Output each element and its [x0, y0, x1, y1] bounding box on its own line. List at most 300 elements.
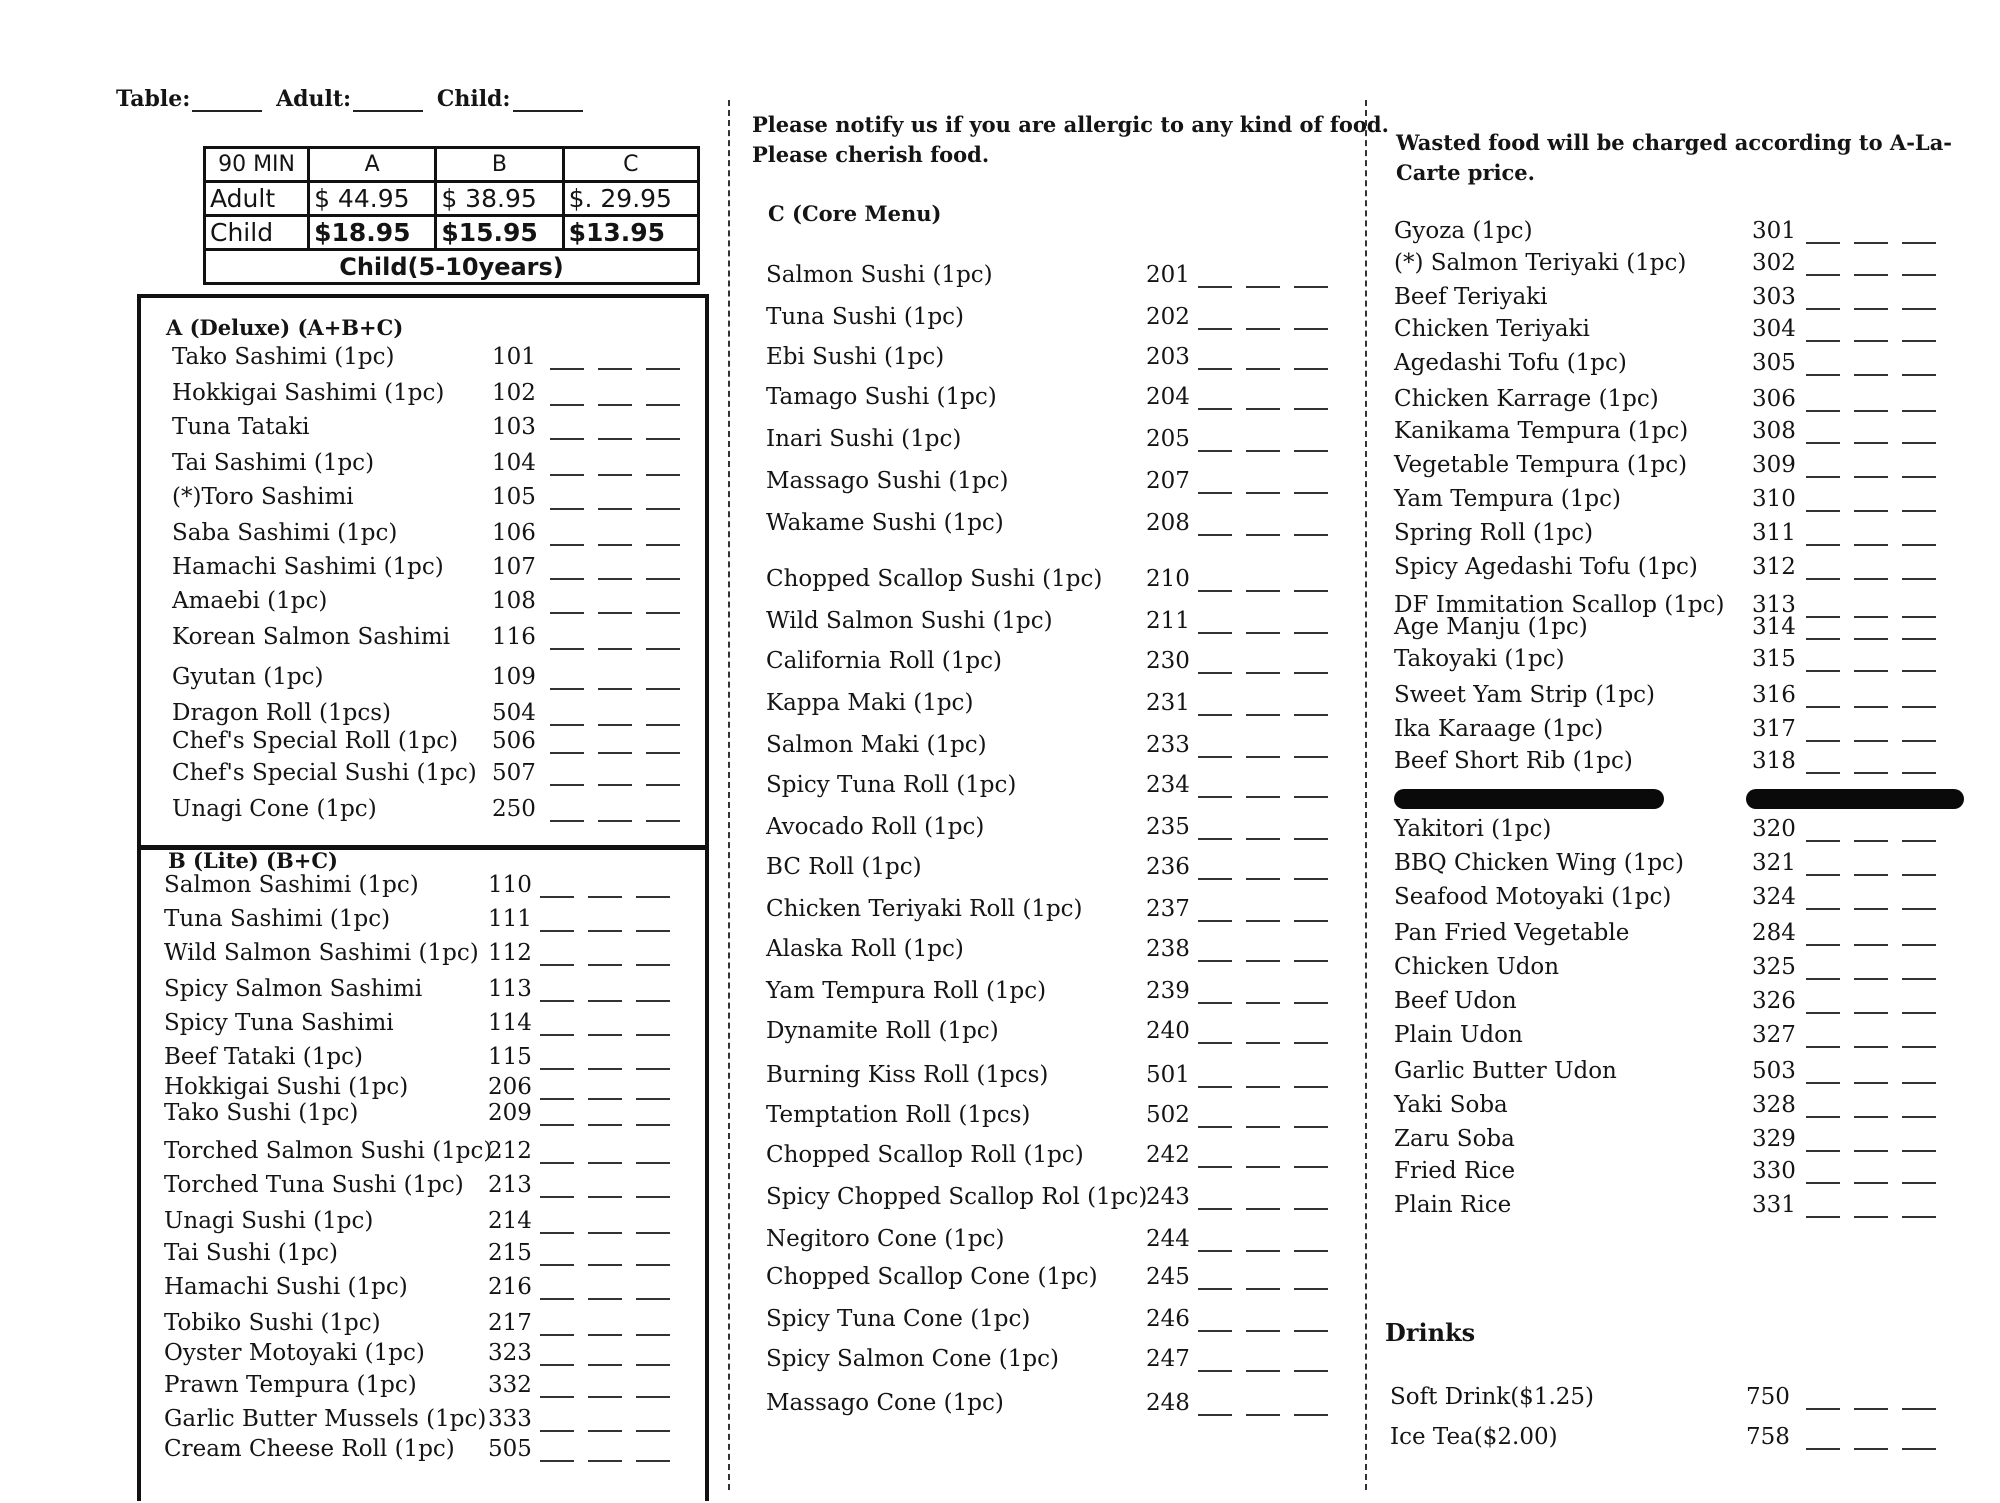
quantity-blank[interactable]: [540, 1396, 574, 1398]
quantity-blank[interactable]: [1246, 534, 1280, 536]
quantity-blanks[interactable]: [540, 1364, 670, 1366]
quantity-blank[interactable]: [598, 752, 632, 754]
quantity-blank[interactable]: [598, 648, 632, 650]
quantity-blanks[interactable]: [1198, 714, 1328, 716]
quantity-blank[interactable]: [646, 404, 680, 406]
quantity-blanks[interactable]: [550, 648, 680, 650]
quantity-blanks[interactable]: [540, 1000, 670, 1002]
quantity-blank[interactable]: [1902, 740, 1936, 742]
quantity-blank[interactable]: [1902, 1408, 1936, 1410]
quantity-blank[interactable]: [1854, 1448, 1888, 1450]
quantity-blank[interactable]: [540, 1430, 574, 1432]
quantity-blank[interactable]: [636, 896, 670, 898]
quantity-blank[interactable]: [1246, 1166, 1280, 1168]
quantity-blank[interactable]: [1198, 756, 1232, 758]
quantity-blanks[interactable]: [550, 438, 680, 440]
quantity-blank[interactable]: [1806, 1448, 1840, 1450]
quantity-blank[interactable]: [1854, 1116, 1888, 1118]
quantity-blank[interactable]: [1294, 590, 1328, 592]
quantity-blank[interactable]: [1902, 1150, 1936, 1152]
quantity-blanks[interactable]: [1806, 410, 1936, 412]
quantity-blank[interactable]: [1198, 450, 1232, 452]
quantity-blank[interactable]: [1854, 1216, 1888, 1218]
quantity-blank[interactable]: [1902, 1082, 1936, 1084]
quantity-blank[interactable]: [1294, 1414, 1328, 1416]
quantity-blank[interactable]: [598, 508, 632, 510]
quantity-blank[interactable]: [1854, 1046, 1888, 1048]
quantity-blank[interactable]: [636, 1098, 670, 1100]
quantity-blank[interactable]: [1854, 578, 1888, 580]
quantity-blank[interactable]: [1854, 874, 1888, 876]
quantity-blanks[interactable]: [1806, 740, 1936, 742]
quantity-blanks[interactable]: [1198, 1370, 1328, 1372]
quantity-blank[interactable]: [646, 368, 680, 370]
quantity-blanks[interactable]: [1806, 1046, 1936, 1048]
quantity-blank[interactable]: [1902, 944, 1936, 946]
quantity-blank[interactable]: [1198, 632, 1232, 634]
quantity-blank[interactable]: [646, 724, 680, 726]
quantity-blank[interactable]: [1246, 1330, 1280, 1332]
quantity-blanks[interactable]: [1198, 368, 1328, 370]
quantity-blank[interactable]: [1294, 1330, 1328, 1332]
quantity-blank[interactable]: [1294, 286, 1328, 288]
quantity-blanks[interactable]: [1806, 374, 1936, 376]
quantity-blank[interactable]: [550, 508, 584, 510]
quantity-blank[interactable]: [636, 1396, 670, 1398]
quantity-blank[interactable]: [646, 474, 680, 476]
quantity-blank[interactable]: [550, 474, 584, 476]
quantity-blank[interactable]: [1198, 590, 1232, 592]
quantity-blank[interactable]: [588, 1068, 622, 1070]
quantity-blank[interactable]: [1294, 328, 1328, 330]
quantity-blank[interactable]: [550, 820, 584, 822]
quantity-blank[interactable]: [1854, 274, 1888, 276]
quantity-blanks[interactable]: [1198, 920, 1328, 922]
quantity-blank[interactable]: [1246, 492, 1280, 494]
quantity-blank[interactable]: [1198, 1126, 1232, 1128]
quantity-blank[interactable]: [1294, 408, 1328, 410]
quantity-blank[interactable]: [1854, 1012, 1888, 1014]
quantity-blank[interactable]: [1806, 1046, 1840, 1048]
quantity-blank[interactable]: [1246, 1288, 1280, 1290]
quantity-blank[interactable]: [646, 784, 680, 786]
quantity-blank[interactable]: [1902, 638, 1936, 640]
quantity-blank[interactable]: [1854, 1150, 1888, 1152]
quantity-blank[interactable]: [540, 1264, 574, 1266]
quantity-blank[interactable]: [1246, 1250, 1280, 1252]
quantity-blank[interactable]: [1854, 410, 1888, 412]
quantity-blank[interactable]: [1198, 714, 1232, 716]
quantity-blank[interactable]: [1294, 1042, 1328, 1044]
quantity-blank[interactable]: [1806, 340, 1840, 342]
quantity-blanks[interactable]: [550, 752, 680, 754]
quantity-blank[interactable]: [1246, 1086, 1280, 1088]
quantity-blank[interactable]: [1294, 1002, 1328, 1004]
quantity-blank[interactable]: [1198, 796, 1232, 798]
quantity-blank[interactable]: [636, 1298, 670, 1300]
quantity-blanks[interactable]: [1806, 274, 1936, 276]
quantity-blank[interactable]: [646, 544, 680, 546]
quantity-blank[interactable]: [1854, 638, 1888, 640]
quantity-blank[interactable]: [1294, 534, 1328, 536]
quantity-blank[interactable]: [1294, 1370, 1328, 1372]
quantity-blank[interactable]: [1902, 242, 1936, 244]
quantity-blanks[interactable]: [550, 578, 680, 580]
quantity-blank[interactable]: [1246, 1414, 1280, 1416]
quantity-blanks[interactable]: [1806, 944, 1936, 946]
quantity-blank[interactable]: [598, 688, 632, 690]
quantity-blank[interactable]: [588, 1000, 622, 1002]
quantity-blank[interactable]: [540, 1196, 574, 1198]
quantity-blank[interactable]: [636, 1068, 670, 1070]
quantity-blanks[interactable]: [540, 930, 670, 932]
quantity-blank[interactable]: [540, 1232, 574, 1234]
quantity-blank[interactable]: [1198, 286, 1232, 288]
quantity-blanks[interactable]: [550, 508, 680, 510]
quantity-blanks[interactable]: [550, 784, 680, 786]
quantity-blank[interactable]: [550, 612, 584, 614]
quantity-blanks[interactable]: [550, 612, 680, 614]
table-field[interactable]: [192, 92, 262, 112]
quantity-blank[interactable]: [1294, 1250, 1328, 1252]
quantity-blank[interactable]: [550, 724, 584, 726]
quantity-blanks[interactable]: [1806, 1448, 1936, 1450]
quantity-blank[interactable]: [1902, 442, 1936, 444]
quantity-blank[interactable]: [1854, 442, 1888, 444]
quantity-blank[interactable]: [1246, 1208, 1280, 1210]
quantity-blank[interactable]: [588, 1334, 622, 1336]
quantity-blanks[interactable]: [1198, 1166, 1328, 1168]
quantity-blank[interactable]: [636, 1460, 670, 1462]
quantity-blank[interactable]: [550, 578, 584, 580]
quantity-blanks[interactable]: [540, 1098, 670, 1100]
quantity-blank[interactable]: [588, 1364, 622, 1366]
quantity-blanks[interactable]: [540, 1162, 670, 1164]
quantity-blank[interactable]: [646, 508, 680, 510]
quantity-blanks[interactable]: [550, 688, 680, 690]
quantity-blank[interactable]: [1806, 1116, 1840, 1118]
quantity-blanks[interactable]: [540, 1334, 670, 1336]
quantity-blank[interactable]: [1246, 590, 1280, 592]
quantity-blank[interactable]: [646, 752, 680, 754]
quantity-blanks[interactable]: [1806, 1216, 1936, 1218]
quantity-blank[interactable]: [1198, 1208, 1232, 1210]
quantity-blank[interactable]: [1902, 874, 1936, 876]
quantity-blank[interactable]: [636, 1124, 670, 1126]
quantity-blanks[interactable]: [1198, 492, 1328, 494]
quantity-blank[interactable]: [1198, 920, 1232, 922]
quantity-blank[interactable]: [1806, 944, 1840, 946]
quantity-blank[interactable]: [636, 1000, 670, 1002]
quantity-blank[interactable]: [1294, 838, 1328, 840]
quantity-blank[interactable]: [636, 964, 670, 966]
quantity-blank[interactable]: [550, 752, 584, 754]
quantity-blank[interactable]: [1806, 442, 1840, 444]
quantity-blank[interactable]: [1198, 1414, 1232, 1416]
quantity-blanks[interactable]: [1806, 706, 1936, 708]
quantity-blank[interactable]: [1806, 510, 1840, 512]
quantity-blanks[interactable]: [1198, 534, 1328, 536]
quantity-blank[interactable]: [646, 612, 680, 614]
quantity-blanks[interactable]: [1198, 796, 1328, 798]
quantity-blank[interactable]: [1902, 510, 1936, 512]
quantity-blanks[interactable]: [550, 820, 680, 822]
quantity-blanks[interactable]: [1198, 1250, 1328, 1252]
quantity-blank[interactable]: [598, 404, 632, 406]
quantity-blank[interactable]: [636, 1334, 670, 1336]
quantity-blank[interactable]: [1854, 510, 1888, 512]
quantity-blank[interactable]: [1198, 960, 1232, 962]
quantity-blank[interactable]: [1806, 1082, 1840, 1084]
quantity-blank[interactable]: [1246, 450, 1280, 452]
quantity-blank[interactable]: [1294, 368, 1328, 370]
quantity-blank[interactable]: [1806, 578, 1840, 580]
quantity-blank[interactable]: [550, 784, 584, 786]
quantity-blanks[interactable]: [1806, 670, 1936, 672]
quantity-blank[interactable]: [1902, 908, 1936, 910]
quantity-blanks[interactable]: [1806, 840, 1936, 842]
quantity-blanks[interactable]: [1198, 1002, 1328, 1004]
quantity-blanks[interactable]: [540, 1034, 670, 1036]
quantity-blank[interactable]: [1198, 1042, 1232, 1044]
quantity-blanks[interactable]: [1806, 510, 1936, 512]
quantity-blank[interactable]: [1198, 492, 1232, 494]
quantity-blanks[interactable]: [540, 1124, 670, 1126]
quantity-blank[interactable]: [1806, 476, 1840, 478]
quantity-blanks[interactable]: [1806, 340, 1936, 342]
quantity-blank[interactable]: [598, 578, 632, 580]
quantity-blank[interactable]: [1806, 308, 1840, 310]
quantity-blanks[interactable]: [1806, 616, 1936, 618]
quantity-blanks[interactable]: [540, 1430, 670, 1432]
quantity-blank[interactable]: [636, 1430, 670, 1432]
quantity-blank[interactable]: [1246, 328, 1280, 330]
quantity-blank[interactable]: [1854, 908, 1888, 910]
quantity-blank[interactable]: [550, 438, 584, 440]
quantity-blank[interactable]: [1806, 374, 1840, 376]
quantity-blanks[interactable]: [1198, 838, 1328, 840]
quantity-blank[interactable]: [1902, 308, 1936, 310]
quantity-blank[interactable]: [1294, 878, 1328, 880]
quantity-blank[interactable]: [636, 1232, 670, 1234]
quantity-blank[interactable]: [1854, 340, 1888, 342]
quantity-blank[interactable]: [1854, 1182, 1888, 1184]
quantity-blanks[interactable]: [1198, 960, 1328, 962]
quantity-blank[interactable]: [540, 1000, 574, 1002]
quantity-blank[interactable]: [1198, 1288, 1232, 1290]
quantity-blanks[interactable]: [540, 1396, 670, 1398]
quantity-blanks[interactable]: [1198, 590, 1328, 592]
quantity-blank[interactable]: [550, 404, 584, 406]
quantity-blank[interactable]: [1854, 670, 1888, 672]
child-count-field[interactable]: [513, 92, 583, 112]
quantity-blank[interactable]: [1902, 1046, 1936, 1048]
quantity-blank[interactable]: [1198, 1370, 1232, 1372]
quantity-blanks[interactable]: [1198, 756, 1328, 758]
quantity-blanks[interactable]: [1806, 638, 1936, 640]
quantity-blank[interactable]: [1198, 1002, 1232, 1004]
quantity-blank[interactable]: [1902, 476, 1936, 478]
quantity-blank[interactable]: [1902, 374, 1936, 376]
quantity-blank[interactable]: [1246, 714, 1280, 716]
quantity-blank[interactable]: [588, 1034, 622, 1036]
quantity-blanks[interactable]: [1198, 1126, 1328, 1128]
quantity-blanks[interactable]: [1806, 874, 1936, 876]
quantity-blank[interactable]: [1246, 1042, 1280, 1044]
quantity-blank[interactable]: [540, 1124, 574, 1126]
quantity-blanks[interactable]: [1198, 286, 1328, 288]
quantity-blanks[interactable]: [550, 724, 680, 726]
quantity-blank[interactable]: [588, 964, 622, 966]
quantity-blank[interactable]: [1806, 908, 1840, 910]
quantity-blank[interactable]: [540, 930, 574, 932]
quantity-blank[interactable]: [636, 1196, 670, 1198]
quantity-blanks[interactable]: [1198, 1086, 1328, 1088]
quantity-blank[interactable]: [1854, 740, 1888, 742]
quantity-blank[interactable]: [550, 544, 584, 546]
quantity-blank[interactable]: [540, 896, 574, 898]
quantity-blank[interactable]: [1902, 772, 1936, 774]
quantity-blank[interactable]: [540, 1034, 574, 1036]
quantity-blanks[interactable]: [1198, 1208, 1328, 1210]
quantity-blanks[interactable]: [1806, 242, 1936, 244]
quantity-blanks[interactable]: [550, 474, 680, 476]
quantity-blanks[interactable]: [540, 1298, 670, 1300]
quantity-blank[interactable]: [1198, 408, 1232, 410]
quantity-blank[interactable]: [1854, 242, 1888, 244]
quantity-blank[interactable]: [1854, 978, 1888, 980]
quantity-blank[interactable]: [1806, 978, 1840, 980]
quantity-blank[interactable]: [1902, 340, 1936, 342]
quantity-blank[interactable]: [1294, 672, 1328, 674]
quantity-blanks[interactable]: [1806, 1082, 1936, 1084]
quantity-blank[interactable]: [1902, 616, 1936, 618]
quantity-blank[interactable]: [1246, 672, 1280, 674]
quantity-blank[interactable]: [1294, 492, 1328, 494]
quantity-blank[interactable]: [1246, 878, 1280, 880]
quantity-blank[interactable]: [1806, 1150, 1840, 1152]
quantity-blank[interactable]: [1198, 534, 1232, 536]
quantity-blanks[interactable]: [540, 1196, 670, 1198]
quantity-blanks[interactable]: [540, 1068, 670, 1070]
quantity-blank[interactable]: [1902, 706, 1936, 708]
quantity-blank[interactable]: [1246, 1370, 1280, 1372]
quantity-blanks[interactable]: [1806, 1116, 1936, 1118]
quantity-blanks[interactable]: [1198, 632, 1328, 634]
quantity-blank[interactable]: [588, 1124, 622, 1126]
quantity-blanks[interactable]: [1806, 308, 1936, 310]
quantity-blank[interactable]: [1294, 756, 1328, 758]
quantity-blank[interactable]: [1246, 960, 1280, 962]
quantity-blank[interactable]: [1902, 1216, 1936, 1218]
quantity-blank[interactable]: [598, 544, 632, 546]
quantity-blank[interactable]: [1806, 638, 1840, 640]
quantity-blank[interactable]: [1806, 840, 1840, 842]
quantity-blank[interactable]: [1198, 1330, 1232, 1332]
quantity-blank[interactable]: [550, 688, 584, 690]
quantity-blank[interactable]: [1294, 1208, 1328, 1210]
quantity-blank[interactable]: [1294, 960, 1328, 962]
quantity-blank[interactable]: [540, 1162, 574, 1164]
quantity-blank[interactable]: [540, 1460, 574, 1462]
quantity-blank[interactable]: [588, 1460, 622, 1462]
quantity-blank[interactable]: [1806, 1182, 1840, 1184]
quantity-blank[interactable]: [1854, 308, 1888, 310]
quantity-blank[interactable]: [1806, 1012, 1840, 1014]
quantity-blank[interactable]: [1902, 544, 1936, 546]
quantity-blank[interactable]: [1806, 544, 1840, 546]
quantity-blank[interactable]: [636, 1162, 670, 1164]
quantity-blank[interactable]: [636, 930, 670, 932]
quantity-blank[interactable]: [636, 1264, 670, 1266]
quantity-blank[interactable]: [646, 578, 680, 580]
quantity-blank[interactable]: [1806, 410, 1840, 412]
quantity-blank[interactable]: [1198, 328, 1232, 330]
quantity-blank[interactable]: [1294, 1126, 1328, 1128]
quantity-blank[interactable]: [1854, 476, 1888, 478]
quantity-blanks[interactable]: [1198, 672, 1328, 674]
quantity-blanks[interactable]: [1806, 442, 1936, 444]
quantity-blank[interactable]: [1902, 578, 1936, 580]
adult-count-field[interactable]: [353, 92, 423, 112]
quantity-blank[interactable]: [588, 896, 622, 898]
quantity-blank[interactable]: [598, 368, 632, 370]
quantity-blanks[interactable]: [1806, 1012, 1936, 1014]
quantity-blank[interactable]: [1854, 374, 1888, 376]
quantity-blank[interactable]: [588, 1162, 622, 1164]
quantity-blank[interactable]: [1806, 670, 1840, 672]
quantity-blanks[interactable]: [540, 1232, 670, 1234]
quantity-blank[interactable]: [588, 1232, 622, 1234]
quantity-blank[interactable]: [1902, 274, 1936, 276]
quantity-blank[interactable]: [1806, 1408, 1840, 1410]
quantity-blank[interactable]: [1806, 740, 1840, 742]
quantity-blanks[interactable]: [1198, 1330, 1328, 1332]
quantity-blank[interactable]: [1902, 410, 1936, 412]
quantity-blank[interactable]: [598, 474, 632, 476]
quantity-blank[interactable]: [636, 1034, 670, 1036]
quantity-blank[interactable]: [1806, 706, 1840, 708]
quantity-blank[interactable]: [1902, 978, 1936, 980]
quantity-blank[interactable]: [1198, 1086, 1232, 1088]
quantity-blanks[interactable]: [540, 896, 670, 898]
quantity-blank[interactable]: [1246, 756, 1280, 758]
quantity-blanks[interactable]: [1806, 1182, 1936, 1184]
quantity-blank[interactable]: [598, 438, 632, 440]
quantity-blank[interactable]: [598, 820, 632, 822]
quantity-blank[interactable]: [1902, 670, 1936, 672]
quantity-blanks[interactable]: [1198, 1042, 1328, 1044]
quantity-blank[interactable]: [1246, 920, 1280, 922]
quantity-blank[interactable]: [1854, 706, 1888, 708]
quantity-blanks[interactable]: [1198, 408, 1328, 410]
quantity-blanks[interactable]: [550, 404, 680, 406]
quantity-blanks[interactable]: [1806, 978, 1936, 980]
quantity-blank[interactable]: [1246, 632, 1280, 634]
quantity-blank[interactable]: [588, 1396, 622, 1398]
quantity-blank[interactable]: [1294, 450, 1328, 452]
quantity-blank[interactable]: [1806, 772, 1840, 774]
quantity-blanks[interactable]: [1806, 544, 1936, 546]
quantity-blank[interactable]: [1294, 714, 1328, 716]
quantity-blank[interactable]: [588, 930, 622, 932]
quantity-blank[interactable]: [1198, 1166, 1232, 1168]
quantity-blanks[interactable]: [1806, 578, 1936, 580]
quantity-blank[interactable]: [1198, 878, 1232, 880]
quantity-blanks[interactable]: [1198, 1288, 1328, 1290]
quantity-blank[interactable]: [540, 1098, 574, 1100]
quantity-blanks[interactable]: [1198, 878, 1328, 880]
